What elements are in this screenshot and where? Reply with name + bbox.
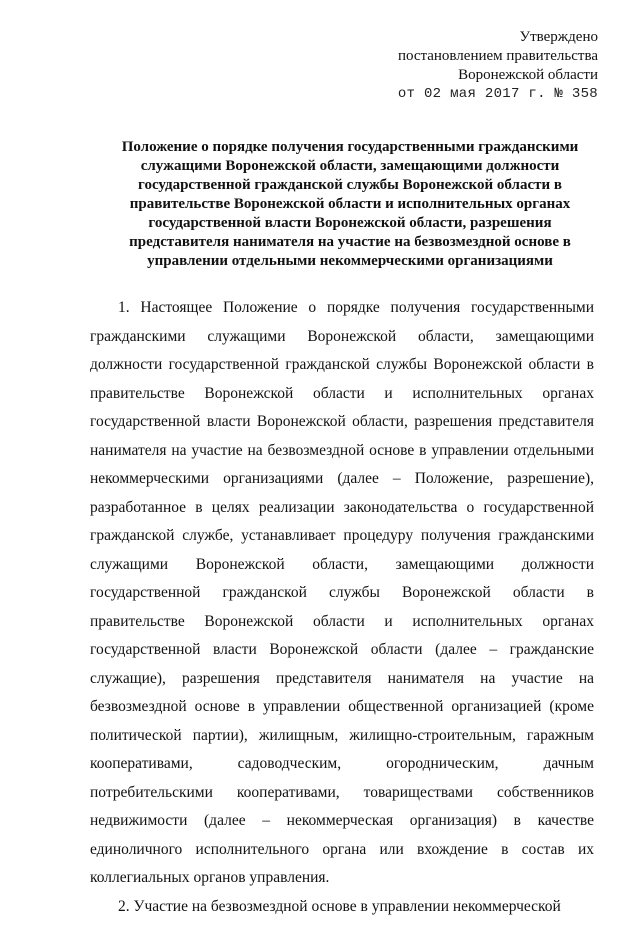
approval-date-number-stamp: от 02 мая 2017 г. № 358 bbox=[397, 86, 598, 102]
document-title: Положение о порядке получения государственными гражданскими служащими Воронежской области, замещающими должности государственной гражданской службы Воронежской области в правительстве Воронежской области и исполнительных органах государственной власти Воронежской области, разрешения представителя нанимателя на участие на безвозмездной основе в управлении отдельными некоммерческими организациями bbox=[121, 139, 579, 269]
paragraph-1: 1. Настоящее Положение о порядке получения государственными гражданскими служащими Воронежской области, замещающими должности государственной гражданской службы Воронежской области в правительстве Воронежской области и исполнительных органах государственной власти Воронежской области, разрешения представителя нанимателя на участие на безвозмездной основе в управлении отдельными некоммерческими организациями (далее – Положение, разрешение), разработанное в целях реализации законодательства о государственной гражданской службе, устанавливает процедуру получения гражданскими служащими Воронежской области, замещающими должности государственной гражданской службы Воронежской области в правительстве Воронежской области и исполнительных органах государственной власти Воронежской области (далее – гражданские служащие), разрешения представителя нанимателя на участие на безвозмездной основе в управлении общественной организацией (кроме политической партии), жилищным, жилищно-строительным, гаражным кооперативами, садоводческим, огородническим, дачным потребительскими кооперативами, товариществами собственников недвижимости (далее – некоммерческая организация) в качестве единоличного исполнительного органа или вхождение в состав их коллегиальных органов управления. bbox=[90, 299, 594, 886]
approval-block bbox=[398, 28, 598, 104]
approval-line-approved: Утверждено bbox=[519, 29, 598, 45]
document-body bbox=[90, 294, 594, 933]
approval-line-region: Воронежской области bbox=[458, 67, 598, 83]
paragraph-2: 2. Участие на безвозмездной основе в управлении некоммерческой bbox=[118, 897, 561, 915]
approval-line-resolution: постановлением правительства bbox=[397, 48, 598, 64]
